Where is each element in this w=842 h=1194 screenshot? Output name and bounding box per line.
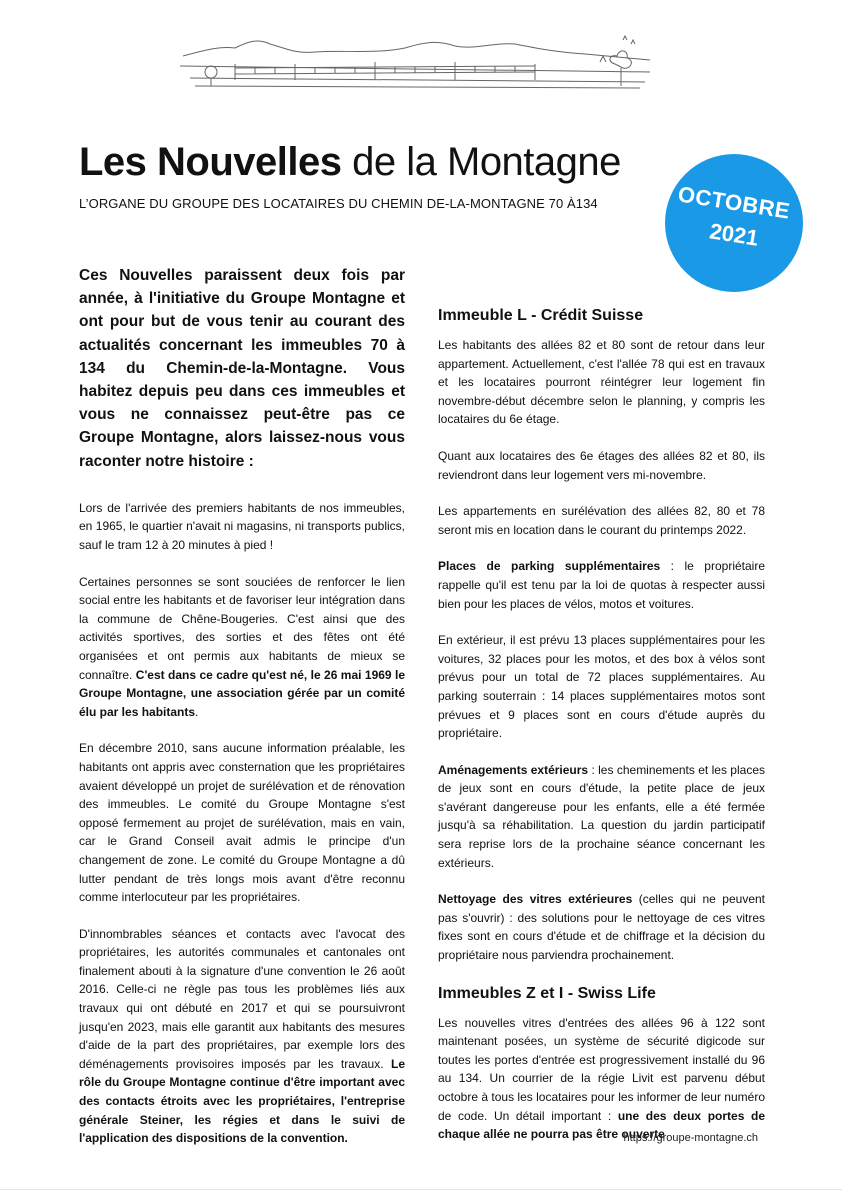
window-cleaning-paragraph: Nettoyage des vitres extérieures (celles qui ne peuvent pas s'ouvrir) : des solutions pour le nettoyage de ces vitres fixes sont en cours d'étude et de chiffrage et la décision du propriétaire nous parviendra prochainement. [438, 892, 766, 963]
parking-paragraph: Places de parking supplémentaires : le propriétaire rappelle qu'il est tenu par la loi de quotas à respecter aussi bien pour les places de vélos, motos et voitures. [438, 559, 765, 611]
history-paragraph-1: Lors de l'arrivée des premiers habitants de nos immeubles, en 1965, le quartier n'avait ni magasins, ni transports publics, sauf le tram 12 à 20 minutes à pied ! [79, 500, 405, 553]
footer-website-link[interactable]: https://groupe-montagne.ch [623, 1132, 758, 1144]
credit-suisse-paragraph-3: Les appartements en surélévation des allées 82, 80 et 78 seront mis en location dans le courant du printemps 2022. [438, 504, 765, 537]
issue-date-badge [665, 154, 803, 292]
section-heading-credit-suisse: Immeuble L - Crédit Suisse [438, 307, 644, 324]
credit-suisse-paragraph-1: Les habitants des allées 82 et 80 sont de retour dans leur appartement. Actuellement, c'est l'allée 78 qui est en travaux et les locataires pourront réintégrer leur logement fin novembre-début décembre selon le planning, y compris les locataires du 6e étage. [438, 338, 765, 427]
badge-year: 2021 [707, 218, 761, 251]
newsletter-title [79, 138, 621, 186]
credit-suisse-paragraph-2: Quant aux locataires des 6e étages des allées 82 et 80, ils reviendront dans leur logement vers mi-novembre. [438, 448, 765, 482]
title-rest: de la Montagne [352, 140, 621, 184]
history-paragraph-2: Certaines personnes se sont souciées de renforcer le lien social entre les habitants et de favoriser leur intégration dans la commune de Chêne-Bougeries. C'est ainsi que des activités sportives, des sorties et des fêtes ont été organisées et ont permis aux habitants de mieux se connaître. C'est dans ce cadre qu'est né, le 26 mai 1969 le Groupe Montagne, une association gérée par un comité élu par les habitants. [79, 574, 406, 719]
swiss-life-paragraph: Les nouvelles vitres d'entrées des allées 96 à 122 sont maintenant posées, un système de sécurité digicode sur toutes les portes d'entrée est progressivement installé du 96 au 134. Un courrier de la régie Livit est parvenu début octobre à tous les locataires pour les informer de leur numéro de code. Un détail important : une des deux portes de chaque allée ne pourra pas être ouverte [438, 1015, 765, 1142]
landscape-sketch-illustration [175, 28, 655, 92]
section-heading-swiss-life: Immeubles Z et I - Swiss Life [438, 984, 656, 1002]
right-column [438, 305, 765, 1162]
left-column [79, 264, 405, 1166]
badge-month: OCTOBRE [676, 181, 792, 224]
newsletter-subtitle: L’ORGANE DU GROUPE DES LOCATAIRES DU CHEMIN DE-LA-MONTAGNE 70 À134 [79, 196, 598, 211]
intro-paragraph: Ces Nouvelles paraissent deux fois par année, à l'initiative du Groupe Montagne et ont pour but de vous tenir au courant des actualités concernant les immeubles 70 à 134 du Chemin-de-la-Montagne. Vous habitez depuis peu dans ces immeubles et vous ne connaissez peut-être pas ce Groupe Montagne, alors laissez-nous vous raconter notre histoire : [79, 267, 405, 470]
title-bold: Les Nouvelles [79, 140, 342, 184]
page-bottom-divider [0, 1189, 842, 1190]
history-paragraph-3: En décembre 2010, sans aucune information préalable, les habitants ont appris avec consternation que les propriétaires avaient développé un projet de surélévation et de rénovation des immeubles. Le comité du Groupe Montagne s'est opposé fermement au projet de surélévation, mais en vain, car le Grand Conseil avait admis le principe d'un changement de zone. Le comité du Groupe Montagne a dû lutter pendant de très longs mois avant d'être reconnu comme interlocuteur par les propriétaires. [79, 741, 405, 905]
exterior-paragraph: Aménagements extérieurs : les cheminements et les places de jeux sont en cours d'étude, la petite place de jeux s'avérant dangereuse pour les enfants, elle a été fermée jusqu'à sa réhabilitation. La question du jardin participatif sera reprise lors de la prochaine séance concernant les extérieurs. [438, 762, 765, 870]
parking-details-paragraph: En extérieur, il est prévu 13 places supplémentaires pour les voitures, 32 places pour les motos, et des box à vélos sont prévus pour un total de 72 places supplémentaires. Au parking souterrain : 14 places supplémentaires motos sont prévues et 9 places sont en cours d'étude auprès du propriétaire. [438, 633, 765, 741]
history-paragraph-4: D'innombrables séances et contacts avec l'avocat des propriétaires, les autorités communales et cantonales ont finalement abouti à la signature d'une convention le 26 août 2016. Celle-ci ne règle pas tous les problèmes liés aux travaux qui ont débuté en 2017 et qui se poursuivront jusqu'en 2023, mais elle garantit aux habitants des mesures d'aide de la part des propriétaires, par exemple lors des déménagements provisoires imposés par les travaux. Le rôle du Groupe Montagne continue d'être important avec des contacts étroits avec les propriétaires, l'entreprise générale Steiner, les régies et dans le suivi de l'application des dispositions de la convention. [79, 926, 405, 1146]
